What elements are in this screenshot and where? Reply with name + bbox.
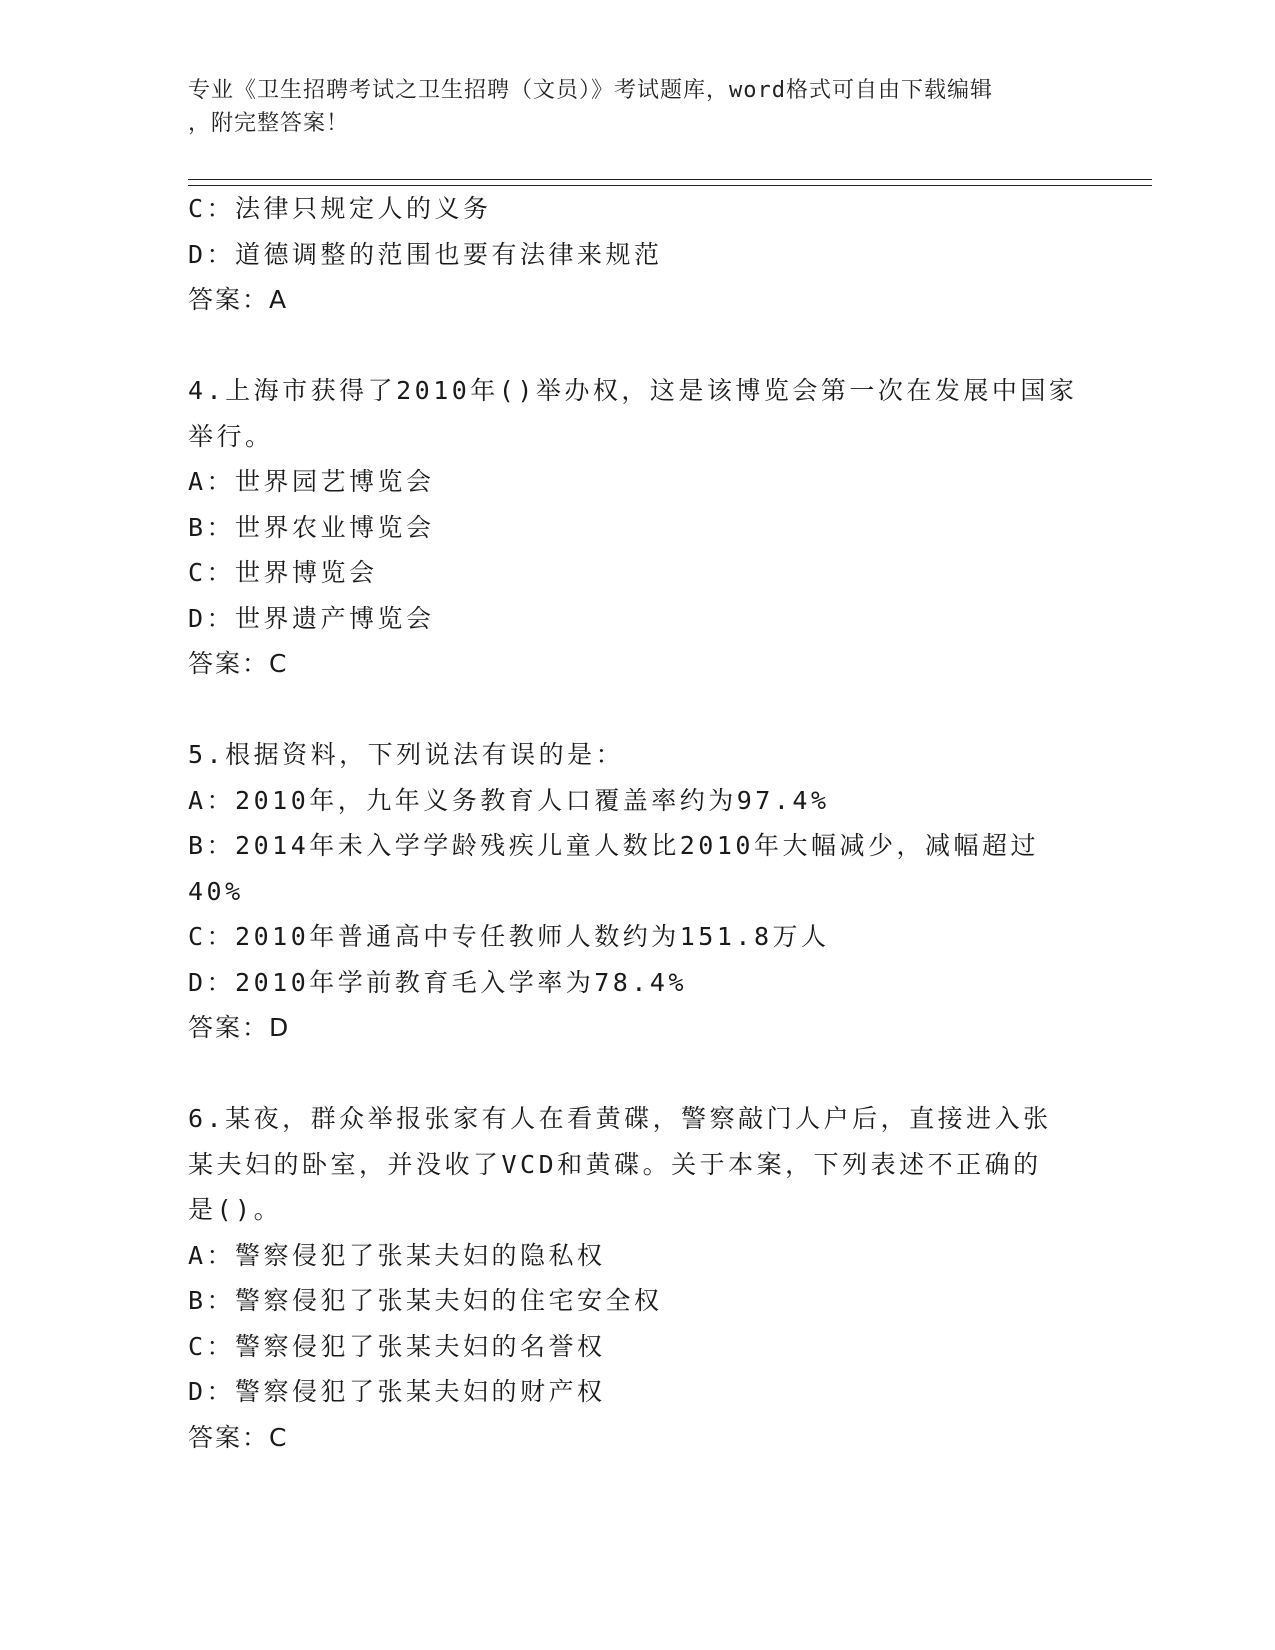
question-4: [188, 368, 1088, 687]
q4-option-c: C：世界博览会: [188, 558, 378, 587]
q6-answer: 答案：C: [188, 1422, 289, 1452]
q5-stem: 5.根据资料，下列说法有误的是：: [188, 740, 625, 769]
question-list: [188, 186, 1088, 1460]
spacer: [188, 687, 1088, 733]
header-divider-top: [188, 179, 1152, 180]
header-line-2: ，附完整答案！: [188, 111, 350, 136]
q4-answer: 答案：C: [188, 649, 289, 678]
document-header: [188, 74, 1068, 140]
q6-option-b: B：警察侵犯了张某夫妇的住宅安全权: [188, 1286, 663, 1315]
q5-option-a: A：2010年，九年义务教育人口覆盖率约为97.4%: [188, 785, 830, 815]
q6-stem-line-2: 某夫妇的卧室，并没收了VCD和黄碟。关于本案，下列表述不正确的: [188, 1149, 1042, 1179]
spacer: [188, 1051, 1088, 1097]
q5-answer: 答案：D: [188, 1013, 291, 1042]
q6-option-c: C：警察侵犯了张某夫妇的名誉权: [188, 1331, 606, 1361]
q4-option-a: A：世界园艺博览会: [188, 467, 435, 496]
q3-option-c: C：法律只规定人的义务: [188, 194, 492, 223]
q6-option-a: A：警察侵犯了张某夫妇的隐私权: [188, 1240, 606, 1270]
q3-option-d: D：道德调整的范围也要有法律来规范: [188, 239, 663, 269]
q3-answer: 答案：A: [188, 285, 289, 314]
question-6: [188, 1096, 1088, 1460]
q5-option-d: D：2010年学前教育毛入学率为78.4%: [188, 967, 688, 997]
q5-option-b-line-1: B：2014年未入学学龄残疾儿童人数比2010年大幅减少，减幅超过: [188, 831, 1039, 860]
q6-stem-line-3: 是()。: [188, 1195, 283, 1224]
spacer: [188, 323, 1088, 369]
q4-stem-line-1: 4.上海市获得了2010年()举办权，这是该博览会第一次在发展中国家: [188, 376, 1078, 405]
q5-option-b-line-2: 40%: [188, 876, 244, 906]
q5-option-c: C：2010年普通高中专任教师人数约为151.8万人: [188, 922, 830, 951]
q4-stem-line-2: 举行。: [188, 421, 274, 451]
question-3-tail: [188, 186, 1088, 323]
header-line-1: 专业《卫生招聘考试之卫生招聘（文员）》考试题库，word格式可自由下载编辑: [188, 78, 993, 103]
q4-option-d: D：世界遗产博览会: [188, 603, 435, 633]
question-5: [188, 732, 1088, 1051]
q6-stem-line-1: 6.某夜，群众举报张家有人在看黄碟，警察敲门人户后，直接进入张: [188, 1104, 1052, 1133]
q4-option-b: B：世界农业博览会: [188, 512, 435, 542]
q6-option-d: D：警察侵犯了张某夫妇的财产权: [188, 1377, 606, 1406]
